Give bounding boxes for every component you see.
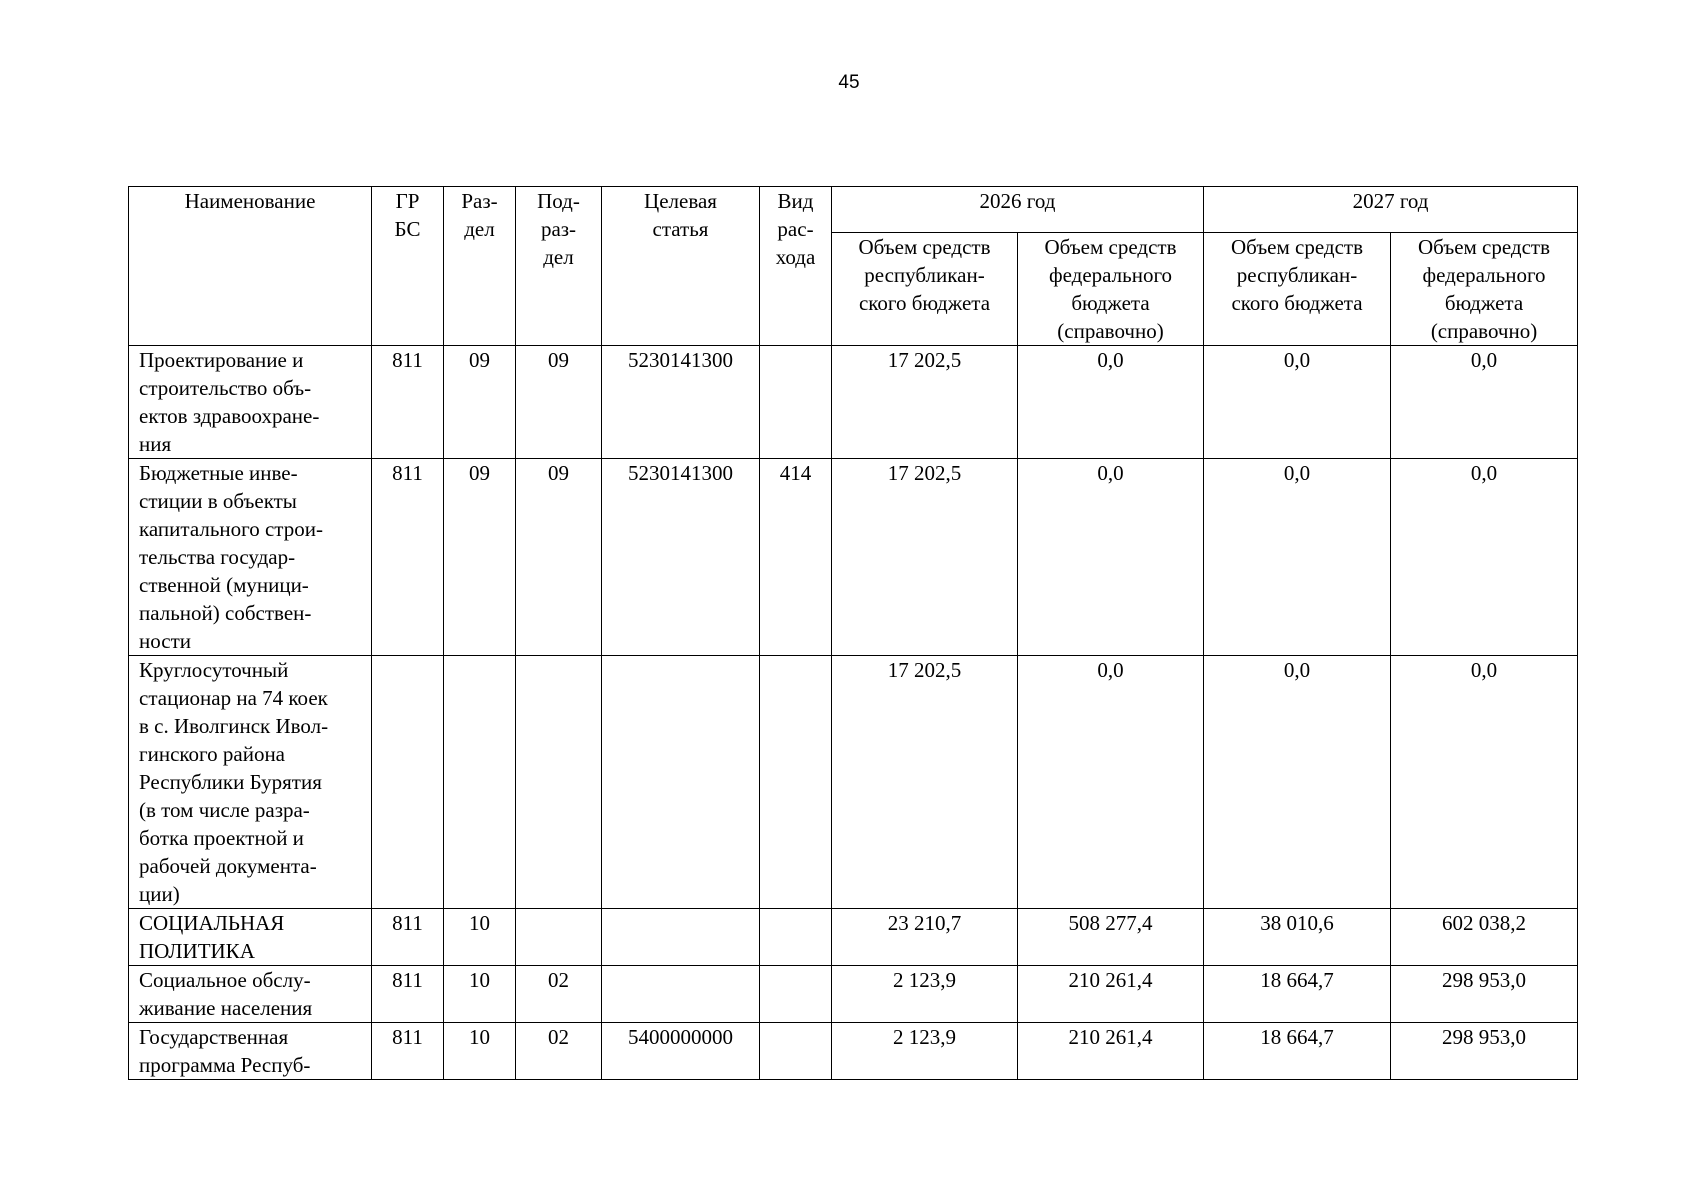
header-grbs: ГР БС [372, 187, 444, 346]
header-razdel: Раз- дел [444, 187, 516, 346]
table-row [129, 1023, 1578, 1080]
row-article: 5230141300 [602, 459, 760, 656]
row-fed-2026: 0,0 [1018, 656, 1204, 909]
row-rep-2027: 38 010,6 [1204, 909, 1391, 966]
row-fed-2027: 0,0 [1391, 459, 1578, 656]
table-row [129, 346, 1578, 459]
row-rep-2026: 2 123,9 [832, 966, 1018, 1023]
row-grbs: 811 [372, 346, 444, 459]
row-vid [760, 909, 832, 966]
row-fed-2026: 0,0 [1018, 346, 1204, 459]
row-fed-2027: 0,0 [1391, 346, 1578, 459]
row-fed-2027: 602 038,2 [1391, 909, 1578, 966]
row-rep-2027: 18 664,7 [1204, 966, 1391, 1023]
row-article [602, 966, 760, 1023]
row-fed-2026: 210 261,4 [1018, 1023, 1204, 1080]
row-name: Государственная программа Респуб- [129, 1023, 372, 1080]
row-article [602, 909, 760, 966]
row-article [602, 656, 760, 909]
row-rep-2026: 17 202,5 [832, 656, 1018, 909]
row-grbs [372, 656, 444, 909]
row-rep-2027: 0,0 [1204, 656, 1391, 909]
header-republic-budget-2027: Объем средств республикан- ского бюджета [1204, 233, 1391, 346]
row-name: СОЦИАЛЬНАЯ ПОЛИТИКА [129, 909, 372, 966]
header-expense-type: Вид рас- хода [760, 187, 832, 346]
row-fed-2027: 0,0 [1391, 656, 1578, 909]
header-name: Наименование [129, 187, 372, 346]
row-vid: 414 [760, 459, 832, 656]
row-razdel: 10 [444, 909, 516, 966]
row-name: Социальное обслу- живание населения [129, 966, 372, 1023]
row-rep-2027: 0,0 [1204, 459, 1391, 656]
header-republic-budget-2026: Объем средств республикан- ского бюджета [832, 233, 1018, 346]
row-fed-2026: 210 261,4 [1018, 966, 1204, 1023]
row-grbs: 811 [372, 966, 444, 1023]
row-rep-2026: 17 202,5 [832, 459, 1018, 656]
row-name: Бюджетные инве- стиции в объекты капитального строи- тельства государ- ственной (муници- пальной) собствен- ности [129, 459, 372, 656]
row-podrazdel: 09 [516, 459, 602, 656]
budget-table [128, 186, 1578, 1080]
row-podrazdel: 02 [516, 1023, 602, 1080]
row-fed-2027: 298 953,0 [1391, 1023, 1578, 1080]
table-row [129, 966, 1578, 1023]
table-row [129, 909, 1578, 966]
row-grbs: 811 [372, 909, 444, 966]
header-year-2027: 2027 год [1204, 187, 1578, 233]
header-federal-budget-2026: Объем средств федерального бюджета (справочно) [1018, 233, 1204, 346]
row-razdel: 09 [444, 459, 516, 656]
row-article: 5400000000 [602, 1023, 760, 1080]
row-rep-2027: 0,0 [1204, 346, 1391, 459]
row-name: Проектирование и строительство объ- ектов здравоохране- ния [129, 346, 372, 459]
row-vid [760, 966, 832, 1023]
header-year-2026: 2026 год [832, 187, 1204, 233]
row-podrazdel: 09 [516, 346, 602, 459]
row-podrazdel [516, 656, 602, 909]
row-fed-2026: 508 277,4 [1018, 909, 1204, 966]
table-row [129, 656, 1578, 909]
row-vid [760, 656, 832, 909]
row-vid [760, 346, 832, 459]
header-podrazdel: Под- раз- дел [516, 187, 602, 346]
row-fed-2026: 0,0 [1018, 459, 1204, 656]
row-grbs: 811 [372, 1023, 444, 1080]
row-rep-2026: 2 123,9 [832, 1023, 1018, 1080]
row-rep-2027: 18 664,7 [1204, 1023, 1391, 1080]
row-rep-2026: 17 202,5 [832, 346, 1018, 459]
row-grbs: 811 [372, 459, 444, 656]
row-razdel [444, 656, 516, 909]
row-name: Круглосуточный стационар на 74 коек в с. Иволгинск Ивол- гинского района Республики Бурятия (в том числе разра- ботка проектной и рабочей документа- ции) [129, 656, 372, 909]
row-vid [760, 1023, 832, 1080]
header-federal-budget-2027: Объем средств федерального бюджета (справочно) [1391, 233, 1578, 346]
row-fed-2027: 298 953,0 [1391, 966, 1578, 1023]
row-razdel: 10 [444, 1023, 516, 1080]
row-razdel: 09 [444, 346, 516, 459]
row-razdel: 10 [444, 966, 516, 1023]
row-podrazdel: 02 [516, 966, 602, 1023]
page-number: 45 [838, 72, 860, 93]
table-row [129, 459, 1578, 656]
header-target-article: Целевая статья [602, 187, 760, 346]
row-article: 5230141300 [602, 346, 760, 459]
row-rep-2026: 23 210,7 [832, 909, 1018, 966]
row-podrazdel [516, 909, 602, 966]
